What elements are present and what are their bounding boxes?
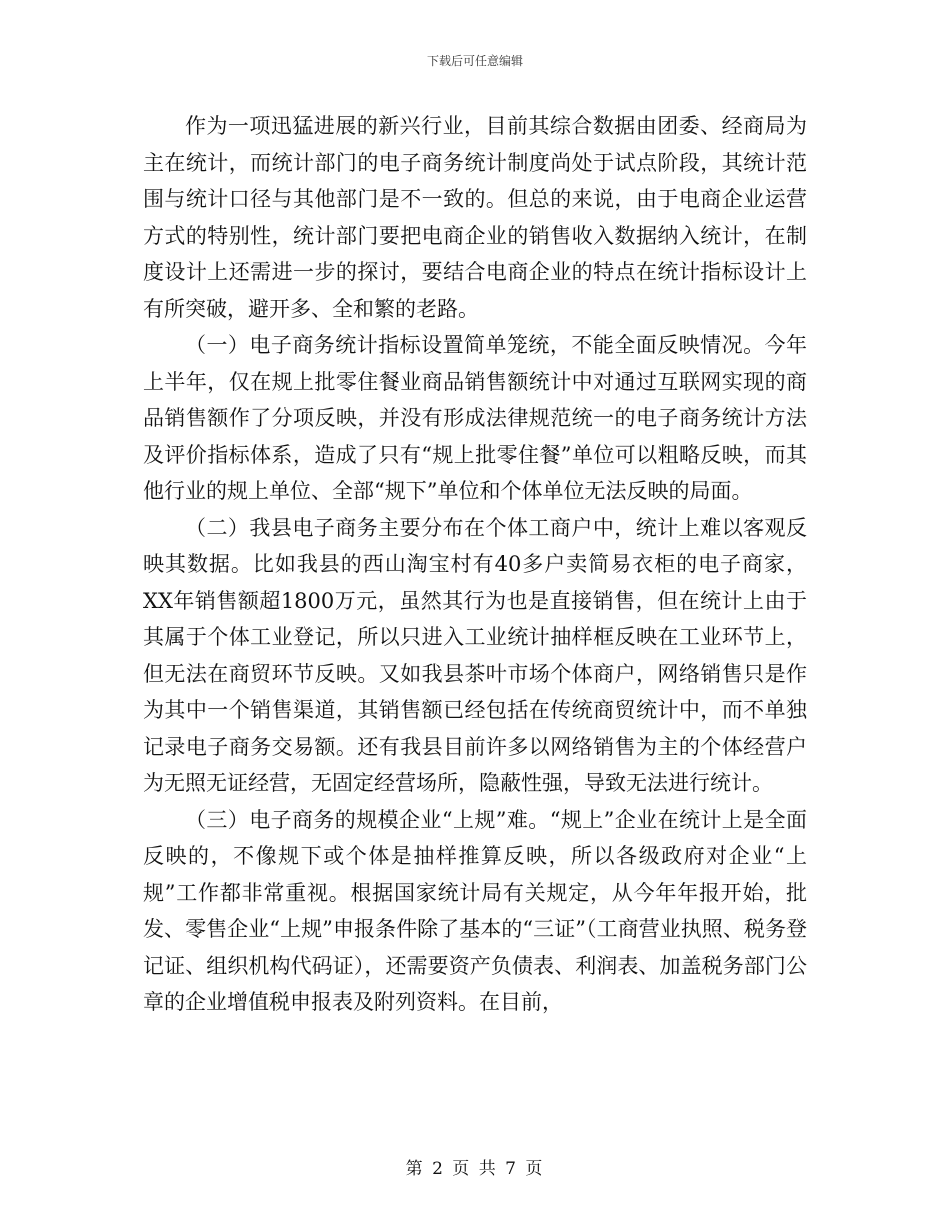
paragraph-section-3: （三）电子商务的规模企业“上规”难。“规上”企业在统计上是全面反映的，不像规下或个体是抽样推算反映，所以各级政府对企业“上规”工作都非常重视。根据国家统计局有关规定，从今年年报开始，批发、零售企业“上规”申报条件除了基本的“三证”（工商营业执照、税务登记证、组织机构代码证），还需要资产负债表、利润表、加盖税务部门公章的企业增值税申报表及附列资料。在目前， [143, 807, 807, 1014]
document-body [143, 108, 807, 1021]
paragraph-section-1: （一）电子商务统计指标设置简单笼统，不能全面反映情况。今年上半年，仅在规上批零住餐业商品销售额统计中对通过互联网实现的商品销售额作了分项反映，并没有形成法律规范统一的电子商务统计方法及评价指标体系，造成了只有“规上批零住餐”单位可以粗略反映，而其他行业的规上单位、全部“规下”单位和个体单位无法反映的局面。 [143, 333, 807, 503]
page-header: 下载后可任意编辑 [426, 54, 523, 68]
page-footer: 第 2 页 共 7 页 [405, 1159, 545, 1179]
paragraph-section-2: （二）我县电子商务主要分布在个体工商户中，统计上难以客观反映其数据。比如我县的西山淘宝村有40多户卖简易衣柜的电子商家，XX年销售额超1800万元，虽然其行为也是直接销售，但在统计上由于其属于个体工业登记，所以只进入工业统计抽样框反映在工业环节上，但无法在商贸环节反映。又如我县茶叶市场个体商户，网络销售只是作为其中一个销售渠道，其销售额已经包括在传统商贸统计中，而不单独记录电子商务交易额。还有我县目前许多以网络销售为主的个体经营户为无照无证经营，无固定经营场所，隐蔽性强，导致无法进行统计。 [143, 515, 807, 795]
paragraph-intro: 作为一项迅猛进展的新兴行业，目前其综合数据由团委、经商局为主在统计，而统计部门的电子商务统计制度尚处于试点阶段，其统计范围与统计口径与其他部门是不一致的。但总的来说，由于电商企业运营方式的特别性，统计部门要把电商企业的销售收入数据纳入统计，在制度设计上还需进一步的探讨，要结合电商企业的特点在统计指标设计上有所突破，避开多、全和繁的老路。 [143, 114, 807, 321]
